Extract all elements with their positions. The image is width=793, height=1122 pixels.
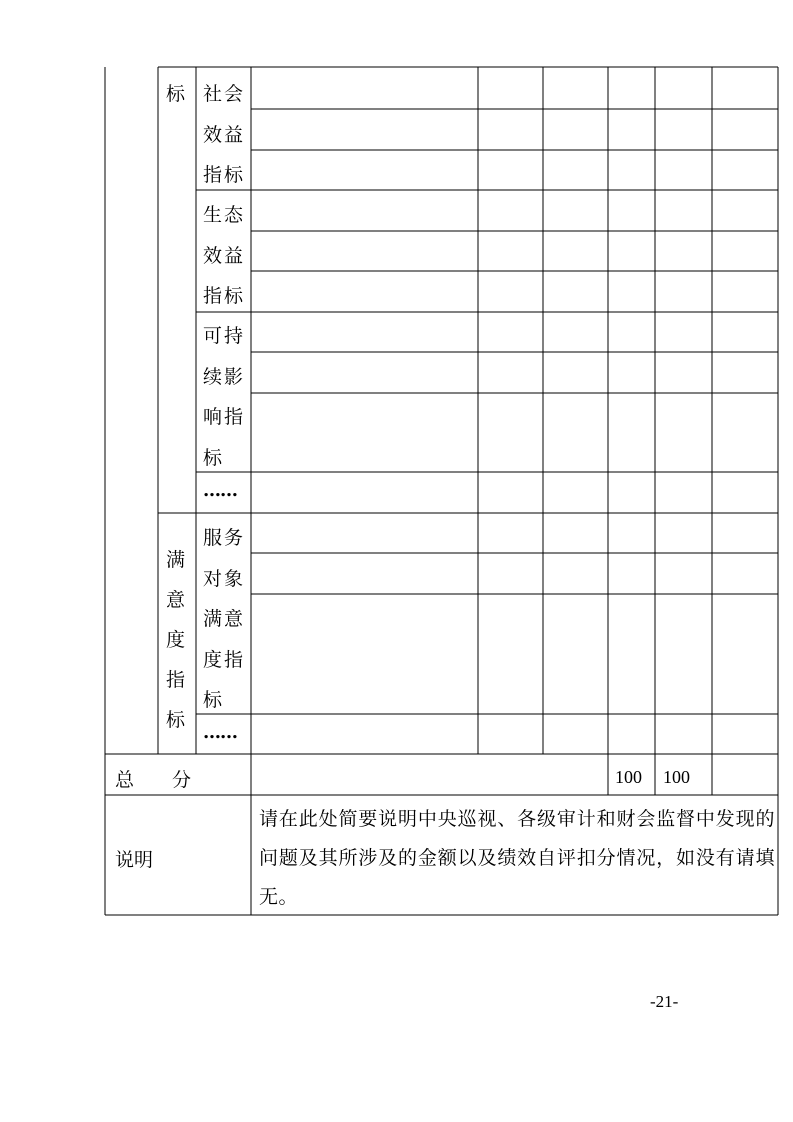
note-text: 请在此处简要说明中央巡视、各级审计和财会监督中发现的问题及其所涉及的金额以及绩效自评扣分情况，如没有请填无。 <box>259 808 775 908</box>
ecological-benefit-indicator-label: 生态 效益 指标 <box>203 204 246 307</box>
sustainability-indicator-label: 可持 续影 响指 标 <box>203 325 246 469</box>
ellipsis-row-1: …… <box>203 480 237 501</box>
total-value-1: 100 <box>615 767 642 787</box>
social-benefit-indicator-label: 社会 效益 指标 <box>203 83 246 186</box>
ellipsis-row-2: …… <box>203 722 237 743</box>
note-label: 说明 <box>115 849 154 871</box>
indicator-label-continuation: 标 <box>166 83 188 105</box>
total-value-2: 100 <box>663 767 690 787</box>
satisfaction-indicator-label: 满 意 度 指 标 <box>166 549 188 731</box>
page-number: -21- <box>650 992 679 1011</box>
total-score-label: 总 分 <box>115 769 192 791</box>
service-object-satisfaction-label: 服务 对象 满意 度指 标 <box>203 527 246 711</box>
